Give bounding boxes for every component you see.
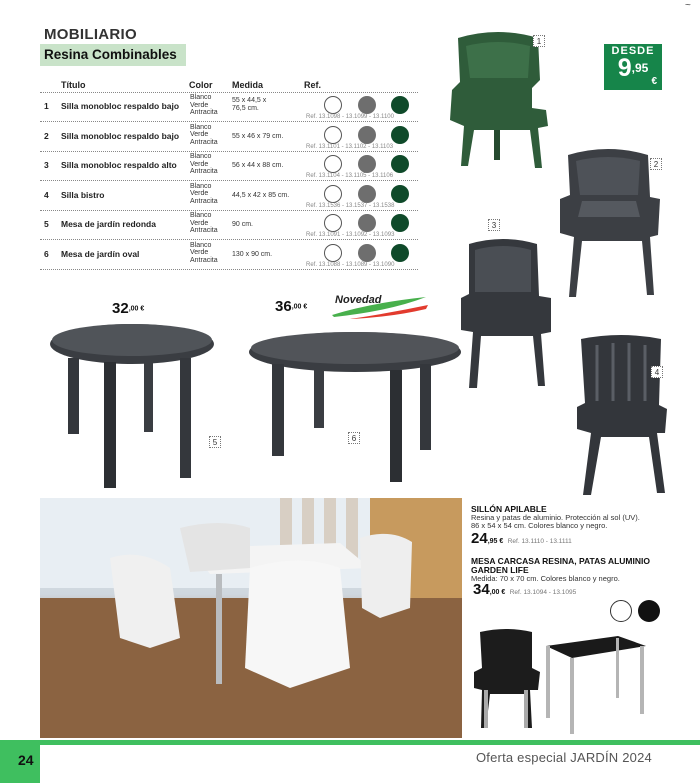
row-product-name: Silla bistro (61, 189, 105, 200)
swatch-white (610, 600, 632, 622)
table-row (40, 241, 418, 270)
col-header-color: Color (189, 80, 213, 90)
row-color-name: Verde (190, 131, 209, 138)
sillon-desc-1: Resina y patas de aluminio. Protección al sol (UV). (471, 513, 640, 522)
sillon-ref: Ref. 13.1110 - 13.1111 (507, 538, 572, 545)
mesa-desc: Medida: 70 x 70 cm. Colores blanco y negro. (471, 574, 620, 583)
novedad-text: Novedad (335, 294, 382, 306)
row-colors (190, 94, 218, 117)
row-color-name: Blanco (190, 182, 212, 190)
row-ref: Ref. 13.1098 - 13.1099 - 13.1100 (306, 114, 394, 120)
swatch-white (324, 126, 342, 144)
row-number: 5 (44, 219, 49, 229)
label-4: 4 (651, 366, 663, 378)
sillon-price-dec: ,95 € (487, 538, 504, 545)
row-number: 6 (44, 248, 49, 259)
row-measure (232, 221, 307, 229)
swatch-black (638, 600, 660, 622)
badge-currency: € (651, 76, 657, 87)
chair-4-image (567, 333, 675, 498)
swatch-gray (358, 214, 376, 232)
round-table-image (48, 322, 216, 492)
row-color-name: Verde (190, 190, 209, 197)
table-row (40, 211, 418, 240)
corner-mark: ~ (685, 0, 691, 11)
price-int: 36 (275, 298, 292, 315)
footer-bar (0, 740, 700, 745)
row-ref: Ref. 13.1536 - 13.1537 - 13.1538 (306, 202, 395, 209)
swatch-green (391, 155, 409, 173)
oval-table-image (248, 330, 463, 485)
table-row (40, 123, 418, 152)
black-armchair-image (472, 628, 542, 733)
badge-dec: ,95 (631, 61, 649, 75)
swatch-white (324, 96, 342, 114)
row-color-name: Blanco (190, 123, 212, 131)
row-measure (232, 133, 307, 141)
row-product-name: Silla monobloc respaldo alto (61, 160, 177, 170)
swatch-gray (358, 126, 376, 144)
row-number: 1 (44, 101, 49, 111)
chair-2-image (552, 145, 664, 300)
row-color-name: Antracita (190, 256, 218, 264)
row-measure-line: 44,5 x 42 x 85 cm. (232, 191, 290, 199)
novedad-badge (330, 293, 428, 319)
price-dec: ,00 € (291, 303, 308, 311)
mesa-ref: Ref. 13.1094 - 13.1095 (509, 589, 577, 596)
badge-desde: DESDE (611, 45, 655, 57)
row-measure-line: 55 x 46 x 79 cm. (232, 132, 284, 140)
row-measure (232, 162, 307, 170)
row-number: 2 (44, 130, 49, 141)
price-table-round (112, 300, 144, 317)
row-ref: Ref. 13.1104 - 13.1105 - 13.1106 (306, 173, 394, 179)
price-badge (604, 44, 662, 90)
table-row (40, 182, 418, 211)
row-color-name: Blanco (190, 241, 212, 249)
swatch-white (324, 185, 342, 203)
row-colors (190, 183, 218, 206)
swatch-green (391, 244, 409, 262)
swatch-green (391, 96, 409, 114)
row-color-name: Blanco (190, 94, 212, 101)
row-color-name: Antracita (190, 227, 218, 234)
col-header-measure: Medida (232, 80, 264, 90)
row-measure (232, 192, 307, 200)
section-subtitle: Resina Combinables (40, 44, 186, 66)
row-color-name: Verde (190, 219, 209, 227)
row-colors (190, 212, 218, 235)
row-measure-line: 90 cm. (232, 221, 254, 228)
swatch-white (324, 244, 342, 262)
swatch-gray (358, 96, 376, 114)
row-color-name: Antracita (190, 168, 218, 175)
row-color-name: Antracita (190, 138, 218, 146)
price-int: 32 (112, 300, 129, 317)
price-table-oval (275, 298, 307, 315)
row-ref: Ref. 13.1088 - 13.1089 - 13.1090 (306, 261, 395, 268)
page-title: MOBILIARIO (44, 26, 137, 43)
sillon-title: SILLÓN APILABLE (471, 504, 547, 514)
col-header-title: Título (61, 80, 86, 90)
mesa-price-int: 34 (473, 581, 490, 598)
mesa-price-dec: ,00 € (489, 589, 506, 596)
mesa-title-1: MESA CARCASA RESINA, PATAS ALUMINIO (471, 556, 650, 566)
mesa-price-line (473, 581, 576, 599)
row-measure-line: 76,5 cm. (232, 105, 259, 112)
lifestyle-photo (40, 498, 462, 738)
black-table-image (542, 632, 648, 736)
row-number: 4 (44, 189, 49, 200)
row-ref: Ref. 13.1091 - 13.1092 - 13.1093 (306, 232, 395, 238)
swatch-gray (358, 244, 376, 262)
label-1: 1 (533, 35, 545, 47)
row-colors (190, 242, 218, 265)
label-6: 6 (348, 432, 360, 444)
swatch-gray (358, 185, 376, 203)
swatch-white (324, 155, 342, 173)
swatch-white (324, 214, 342, 232)
price-dec: ,00 € (128, 305, 145, 313)
swatch-green (391, 126, 409, 144)
row-number: 3 (44, 160, 49, 170)
row-measure (232, 251, 307, 259)
row-measure-line: 56 x 44 x 88 cm. (232, 162, 284, 169)
row-color-name: Verde (190, 101, 209, 109)
chair-3-image (453, 236, 558, 394)
row-colors (190, 153, 218, 176)
row-ref: Ref. 13.1101 - 13.1102 - 13.1103 (306, 143, 394, 150)
col-header-ref: Ref. (304, 80, 322, 90)
label-2: 2 (650, 158, 662, 170)
row-product-name: Mesa de jardín redonda (61, 219, 156, 229)
page-number: 24 (0, 740, 40, 783)
row-color-name: Verde (190, 249, 209, 256)
table-row (40, 93, 418, 122)
row-colors (190, 124, 218, 147)
row-product-name: Mesa de jardín oval (61, 248, 140, 259)
row-color-name: Verde (190, 160, 209, 168)
footer-text: Oferta especial JARDÍN 2024 (476, 750, 652, 765)
row-color-name: Antracita (190, 197, 218, 205)
swatch-green (391, 214, 409, 232)
sillon-desc-2: 86 x 54 x 54 cm. Colores blanco y negro. (471, 521, 608, 530)
row-measure-line: 130 x 90 cm. (232, 250, 273, 258)
row-color-name: Blanco (190, 153, 212, 160)
row-color-name: Blanco (190, 212, 212, 219)
terrace-scene-image (40, 498, 462, 738)
chair-1-image (440, 30, 555, 172)
row-product-name: Silla monobloc respaldo bajo (61, 130, 180, 141)
sillon-price-line (471, 530, 572, 548)
label-3: 3 (488, 219, 500, 231)
row-measure-line: 55 x 44,5 x (232, 97, 267, 104)
row-product-name: Silla monobloc respaldo bajo (61, 101, 180, 111)
table-row (40, 152, 418, 181)
label-5: 5 (209, 436, 221, 448)
swatch-green (391, 185, 409, 203)
badge-int: 9 (617, 54, 632, 82)
row-color-name: Antracita (190, 109, 218, 116)
swatch-gray (358, 155, 376, 173)
row-measure (232, 97, 307, 113)
mesa-title-2: GARDEN LIFE (471, 565, 529, 575)
sillon-price-int: 24 (471, 530, 488, 547)
